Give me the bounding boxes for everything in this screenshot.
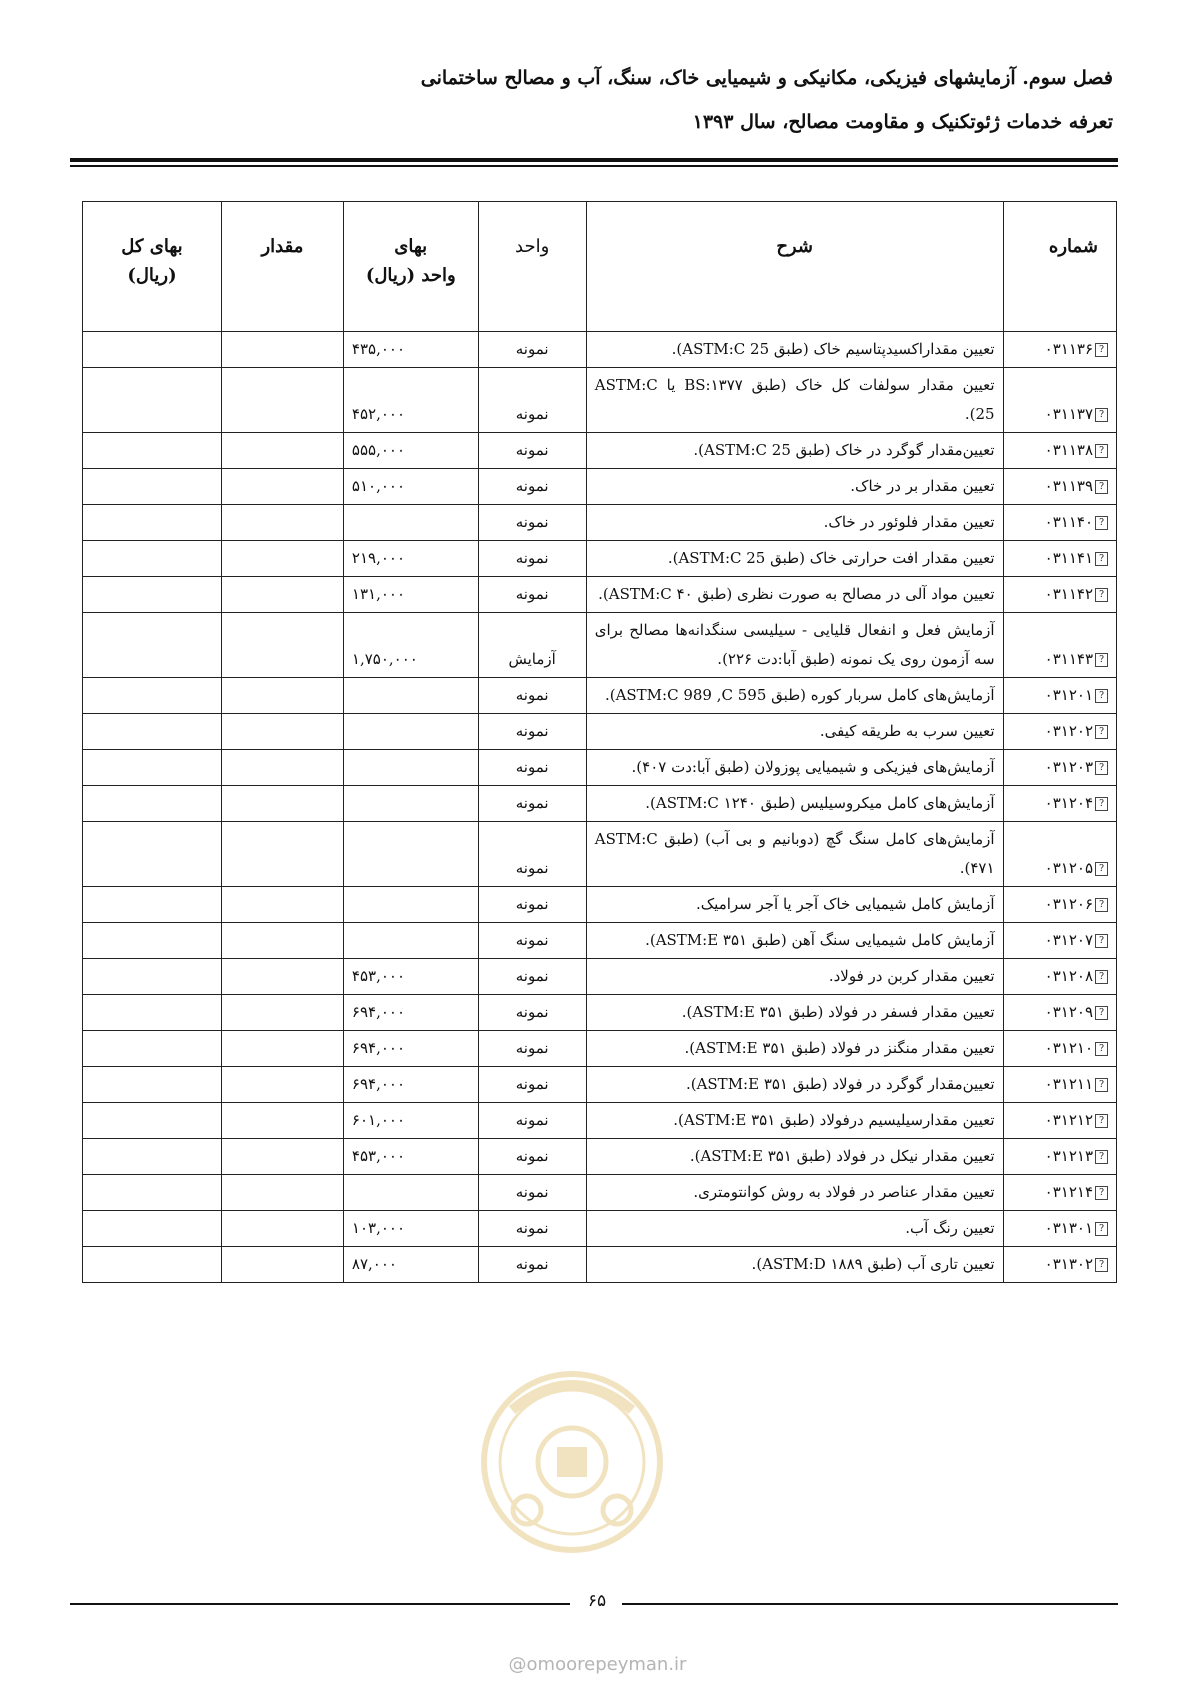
table-row	[83, 1031, 1117, 1067]
row-quantity	[221, 1211, 343, 1247]
checkbox-glyph-icon: ?	[1095, 588, 1108, 602]
site-watermark	[490, 1654, 705, 1675]
row-description: تعیین مقدار منگنز در فولاد (طبق ASTM:E ۳۵۱).	[586, 1031, 1003, 1067]
row-code-text: ۰۳۱۲۰۳	[1044, 758, 1093, 776]
unit-price-line1: بهای	[394, 236, 428, 257]
row-code-text: ۰۳۱۱۴۱	[1044, 549, 1093, 567]
row-description: تعیین مقدار افت حرارتی خاک (طبق ASTM:C 25).	[586, 541, 1003, 577]
footer-rule-left	[70, 1603, 570, 1605]
row-total-price	[83, 505, 222, 541]
row-unit: نمونه	[478, 959, 586, 995]
row-code	[1003, 822, 1116, 887]
row-code	[1003, 1175, 1116, 1211]
row-code-text: ۰۳۱۲۰۴	[1044, 794, 1093, 812]
row-total-price	[83, 923, 222, 959]
row-unit-price: ۶۹۴,۰۰۰	[343, 1031, 478, 1067]
checkbox-glyph-icon: ?	[1095, 1150, 1108, 1164]
table-row	[83, 714, 1117, 750]
row-total-price	[83, 750, 222, 786]
table-row	[83, 469, 1117, 505]
row-unit: نمونه	[478, 923, 586, 959]
row-unit-price: ۶۰۱,۰۰۰	[343, 1103, 478, 1139]
row-description: تعیین سرب به طریقه کیفی.	[586, 714, 1003, 750]
row-unit: نمونه	[478, 433, 586, 469]
column-header-unit: واحد	[478, 202, 586, 332]
row-unit-price: ۴۳۵,۰۰۰	[343, 332, 478, 368]
header-rule-thin	[70, 165, 1118, 167]
row-description: آزمایش فعل و انفعال قلیایی - سیلیسی سنگدانه‌ها مصالح برای سه آزمون روی یک نمونه (طبق آبا:دت ۲۲۶).	[586, 613, 1003, 678]
row-unit-price: ۵۵۵,۰۰۰	[343, 433, 478, 469]
row-description: آزمایش‌های فیزیکی و شیمیایی پوزولان (طبق آبا:دت ۴۰۷).	[586, 750, 1003, 786]
row-unit-price: ۱,۷۵۰,۰۰۰	[343, 613, 478, 678]
table-row	[83, 505, 1117, 541]
row-quantity	[221, 1175, 343, 1211]
row-description: تعیین‌مقدار گوگرد در خاک (طبق ASTM:C 25).	[586, 433, 1003, 469]
checkbox-glyph-icon: ?	[1095, 480, 1108, 494]
row-unit: نمونه	[478, 577, 586, 613]
checkbox-glyph-icon: ?	[1095, 1258, 1108, 1272]
row-quantity	[221, 995, 343, 1031]
row-description: تعیین مواد آلی در مصالح به صورت نظری (طبق ASTM:C ۴۰).	[586, 577, 1003, 613]
table-row	[83, 923, 1117, 959]
row-code	[1003, 1247, 1116, 1283]
table-row	[83, 433, 1117, 469]
row-unit-price: ۴۵۲,۰۰۰	[343, 368, 478, 433]
row-total-price	[83, 786, 222, 822]
row-description: تعیین مقدارسیلیسیم درفولاد (طبق ASTM:E ۳۵۱).	[586, 1103, 1003, 1139]
row-code	[1003, 678, 1116, 714]
table-row	[83, 786, 1117, 822]
row-quantity	[221, 332, 343, 368]
row-quantity	[221, 577, 343, 613]
row-description: آزمایش‌های کامل سنگ گچ (دوبانیم و بی آب) (طبق ASTM:C ۴۷۱).	[586, 822, 1003, 887]
row-code	[1003, 469, 1116, 505]
row-description: تعیین رنگ آب.	[586, 1211, 1003, 1247]
chapter-title: فصل سوم. آزمایشهای فیزیکی، مکانیکی و شیمیایی خاک، سنگ، آب و مصالح ساختمانی	[420, 67, 1113, 89]
row-code-text: ۰۳۱۲۱۴	[1044, 1183, 1093, 1201]
row-code	[1003, 714, 1116, 750]
row-quantity	[221, 887, 343, 923]
row-unit: نمونه	[478, 1247, 586, 1283]
row-unit-price	[343, 887, 478, 923]
row-code-text: ۰۳۱۲۰۸	[1044, 967, 1093, 985]
total-price-line2: (ریال)	[127, 265, 177, 286]
checkbox-glyph-icon: ?	[1095, 934, 1108, 948]
table-row	[83, 959, 1117, 995]
table-header-row	[83, 202, 1117, 332]
row-code-text: ۰۳۱۲۰۲	[1044, 722, 1093, 740]
row-unit-price: ۱۰۳,۰۰۰	[343, 1211, 478, 1247]
row-unit-price	[343, 714, 478, 750]
checkbox-glyph-icon: ?	[1095, 761, 1108, 775]
row-quantity	[221, 469, 343, 505]
row-code	[1003, 1139, 1116, 1175]
row-unit: نمونه	[478, 332, 586, 368]
row-unit: نمونه	[478, 1139, 586, 1175]
row-code-text: ۰۳۱۱۳۹	[1044, 477, 1093, 495]
checkbox-glyph-icon: ?	[1095, 725, 1108, 739]
row-unit: نمونه	[478, 505, 586, 541]
row-code-text: ۰۳۱۲۰۵	[1044, 859, 1093, 877]
table-row	[83, 1211, 1117, 1247]
row-unit-price	[343, 1175, 478, 1211]
row-code-text: ۰۳۱۲۰۹	[1044, 1003, 1093, 1021]
checkbox-glyph-icon: ?	[1095, 408, 1108, 422]
row-code-text: ۰۳۱۱۳۷	[1044, 405, 1093, 423]
row-code	[1003, 577, 1116, 613]
row-total-price	[83, 577, 222, 613]
row-total-price	[83, 1031, 222, 1067]
row-description: تعیین‌مقدار گوگرد در فولاد (طبق ASTM:E ۳۵۱).	[586, 1067, 1003, 1103]
table-row	[83, 541, 1117, 577]
row-quantity	[221, 678, 343, 714]
row-total-price	[83, 1211, 222, 1247]
table-row	[83, 678, 1117, 714]
site-url: omoorepeyman.ir	[526, 1654, 687, 1675]
row-code-text: ۰۳۱۱۴۳	[1044, 650, 1093, 668]
row-unit: نمونه	[478, 1175, 586, 1211]
row-unit-price: ۱۳۱,۰۰۰	[343, 577, 478, 613]
table-row	[83, 368, 1117, 433]
row-code	[1003, 332, 1116, 368]
row-total-price	[83, 541, 222, 577]
row-unit-price: ۲۱۹,۰۰۰	[343, 541, 478, 577]
row-description: تعیین مقداراکسیدپتاسیم خاک (طبق ASTM:C 25).	[586, 332, 1003, 368]
checkbox-glyph-icon: ?	[1095, 1006, 1108, 1020]
table-row	[83, 1175, 1117, 1211]
row-code	[1003, 923, 1116, 959]
row-code	[1003, 1103, 1116, 1139]
table-row	[83, 887, 1117, 923]
column-header-description: شرح	[586, 202, 1003, 332]
total-price-line1: بهای کل	[121, 236, 183, 257]
row-description: آزمایش‌های کامل میکروسیلیس (طبق ۱۲۴۰ ASTM:C).	[586, 786, 1003, 822]
row-description: تعیین مقدار فلوئور در خاک.	[586, 505, 1003, 541]
row-quantity	[221, 1031, 343, 1067]
row-code-text: ۰۳۱۱۳۸	[1044, 441, 1093, 459]
row-unit-price	[343, 923, 478, 959]
table-row	[83, 822, 1117, 887]
table-row	[83, 995, 1117, 1031]
row-description: تعیین مقدار سولفات کل خاک (طبق BS:۱۳۷۷ یا ASTM:C 25).	[586, 368, 1003, 433]
checkbox-glyph-icon: ?	[1095, 444, 1108, 458]
row-unit: نمونه	[478, 678, 586, 714]
row-code-text: ۰۳۱۲۱۱	[1044, 1075, 1093, 1093]
row-unit-price	[343, 678, 478, 714]
row-quantity	[221, 1139, 343, 1175]
row-unit: نمونه	[478, 714, 586, 750]
checkbox-glyph-icon: ?	[1095, 862, 1108, 876]
checkbox-glyph-icon: ?	[1095, 653, 1108, 667]
row-code-text: ۰۳۱۲۰۷	[1044, 931, 1093, 949]
row-code-text: ۰۳۱۱۴۰	[1044, 513, 1093, 531]
row-total-price	[83, 959, 222, 995]
checkbox-glyph-icon: ?	[1095, 1222, 1108, 1236]
table-row	[83, 750, 1117, 786]
row-unit: نمونه	[478, 368, 586, 433]
row-total-price	[83, 433, 222, 469]
footer-rule-right	[622, 1603, 1118, 1605]
row-unit: نمونه	[478, 822, 586, 887]
row-unit-price: ۵۱۰,۰۰۰	[343, 469, 478, 505]
row-unit: نمونه	[478, 1067, 586, 1103]
row-unit: نمونه	[478, 750, 586, 786]
row-code	[1003, 786, 1116, 822]
row-code-text: ۰۳۱۲۰۱	[1044, 686, 1093, 704]
row-quantity	[221, 822, 343, 887]
row-unit-price	[343, 786, 478, 822]
row-quantity	[221, 613, 343, 678]
at-sign-icon: @	[508, 1654, 527, 1675]
row-total-price	[83, 332, 222, 368]
row-quantity	[221, 1067, 343, 1103]
row-total-price	[83, 678, 222, 714]
row-code-text: ۰۳۱۱۴۲	[1044, 585, 1093, 603]
row-description: آزمایش‌های کامل سربار کوره (طبق ASTM:C 989 ,C 595).	[586, 678, 1003, 714]
row-code	[1003, 541, 1116, 577]
row-total-price	[83, 995, 222, 1031]
row-code-text: ۰۳۱۲۱۲	[1044, 1111, 1093, 1129]
row-total-price	[83, 1247, 222, 1283]
checkbox-glyph-icon: ?	[1095, 898, 1108, 912]
row-unit-price	[343, 505, 478, 541]
row-unit: آزمایش	[478, 613, 586, 678]
row-total-price	[83, 368, 222, 433]
row-description: آزمایش کامل شیمیایی خاک آجر یا آجر سرامیک.	[586, 887, 1003, 923]
row-code	[1003, 368, 1116, 433]
checkbox-glyph-icon: ?	[1095, 1078, 1108, 1092]
row-total-price	[83, 714, 222, 750]
row-quantity	[221, 505, 343, 541]
row-total-price	[83, 1067, 222, 1103]
checkbox-glyph-icon: ?	[1095, 970, 1108, 984]
column-header-unit-price	[343, 202, 478, 332]
row-description: تعیین مقدار بر در خاک.	[586, 469, 1003, 505]
column-header-total-price	[83, 202, 222, 332]
row-unit: نمونه	[478, 887, 586, 923]
row-total-price	[83, 613, 222, 678]
row-quantity	[221, 714, 343, 750]
checkbox-glyph-icon: ?	[1095, 343, 1108, 357]
row-code	[1003, 887, 1116, 923]
row-unit-price: ۶۹۴,۰۰۰	[343, 1067, 478, 1103]
row-unit-price: ۴۵۳,۰۰۰	[343, 1139, 478, 1175]
row-unit-price: ۴۵۳,۰۰۰	[343, 959, 478, 995]
checkbox-glyph-icon: ?	[1095, 552, 1108, 566]
row-code	[1003, 1067, 1116, 1103]
table-row	[83, 1103, 1117, 1139]
row-unit-price	[343, 822, 478, 887]
row-unit: نمونه	[478, 1103, 586, 1139]
row-description: تعیین مقدار نیکل در فولاد (طبق ASTM:E ۳۵۱).	[586, 1139, 1003, 1175]
row-code	[1003, 1031, 1116, 1067]
checkbox-glyph-icon: ?	[1095, 689, 1108, 703]
header-rule-thick	[70, 158, 1118, 162]
row-code	[1003, 995, 1116, 1031]
row-code	[1003, 505, 1116, 541]
row-quantity	[221, 959, 343, 995]
row-unit: نمونه	[478, 995, 586, 1031]
column-header-code: شماره	[1003, 202, 1116, 332]
row-code-text: ۰۳۱۳۰۱	[1044, 1219, 1093, 1237]
table-row	[83, 332, 1117, 368]
table-row	[83, 577, 1117, 613]
row-description: تعیین مقدار کربن در فولاد.	[586, 959, 1003, 995]
row-quantity	[221, 923, 343, 959]
unit-price-line2: واحد (ریال)	[365, 265, 456, 286]
row-unit: نمونه	[478, 1211, 586, 1247]
checkbox-glyph-icon: ?	[1095, 1186, 1108, 1200]
row-description: آزمایش کامل شیمیایی سنگ آهن (طبق ASTM:E ۳۵۱).	[586, 923, 1003, 959]
row-description: تعیین مقدار عناصر در فولاد به روش کوانتومتری.	[586, 1175, 1003, 1211]
row-code	[1003, 433, 1116, 469]
row-unit-price	[343, 750, 478, 786]
checkbox-glyph-icon: ?	[1095, 1042, 1108, 1056]
row-code-text: ۰۳۱۳۰۲	[1044, 1255, 1093, 1273]
row-total-price	[83, 1175, 222, 1211]
tariff-title: تعرفه خدمات ژئوتکنیک و مقاومت مصالح، سال ۱۳۹۳	[692, 111, 1113, 133]
row-unit: نمونه	[478, 469, 586, 505]
row-quantity	[221, 1247, 343, 1283]
row-code-text: ۰۳۱۲۱۳	[1044, 1147, 1093, 1165]
row-quantity	[221, 786, 343, 822]
row-total-price	[83, 1103, 222, 1139]
row-code-text: ۰۳۱۲۱۰	[1044, 1039, 1093, 1057]
row-total-price	[83, 1139, 222, 1175]
checkbox-glyph-icon: ?	[1095, 1114, 1108, 1128]
row-total-price	[83, 887, 222, 923]
row-code	[1003, 959, 1116, 995]
row-quantity	[221, 433, 343, 469]
column-header-quantity: مقدار	[221, 202, 343, 332]
row-code-text: ۰۳۱۲۰۶	[1044, 895, 1093, 913]
row-unit-price: ۶۹۴,۰۰۰	[343, 995, 478, 1031]
row-description: تعیین تاری آب (طبق ASTM:D ۱۸۸۹).	[586, 1247, 1003, 1283]
row-quantity	[221, 1103, 343, 1139]
row-quantity	[221, 368, 343, 433]
row-total-price	[83, 822, 222, 887]
table-row	[83, 1139, 1117, 1175]
page-number: ۶۵	[587, 1591, 607, 1611]
row-code	[1003, 1211, 1116, 1247]
row-unit: نمونه	[478, 541, 586, 577]
row-quantity	[221, 750, 343, 786]
tariff-table	[82, 201, 1117, 1283]
row-quantity	[221, 541, 343, 577]
row-code-text: ۰۳۱۱۳۶	[1044, 340, 1093, 358]
row-code	[1003, 613, 1116, 678]
page-header	[73, 56, 1113, 144]
row-code	[1003, 750, 1116, 786]
row-description: تعیین مقدار فسفر در فولاد (طبق ASTM:E ۳۵۱).	[586, 995, 1003, 1031]
table-row	[83, 1247, 1117, 1283]
checkbox-glyph-icon: ?	[1095, 797, 1108, 811]
seal-watermark-icon	[477, 1350, 667, 1565]
row-unit: نمونه	[478, 1031, 586, 1067]
table-row	[83, 613, 1117, 678]
table-row	[83, 1067, 1117, 1103]
row-unit-price: ۸۷,۰۰۰	[343, 1247, 478, 1283]
row-unit: نمونه	[478, 786, 586, 822]
row-total-price	[83, 469, 222, 505]
checkbox-glyph-icon: ?	[1095, 516, 1108, 530]
